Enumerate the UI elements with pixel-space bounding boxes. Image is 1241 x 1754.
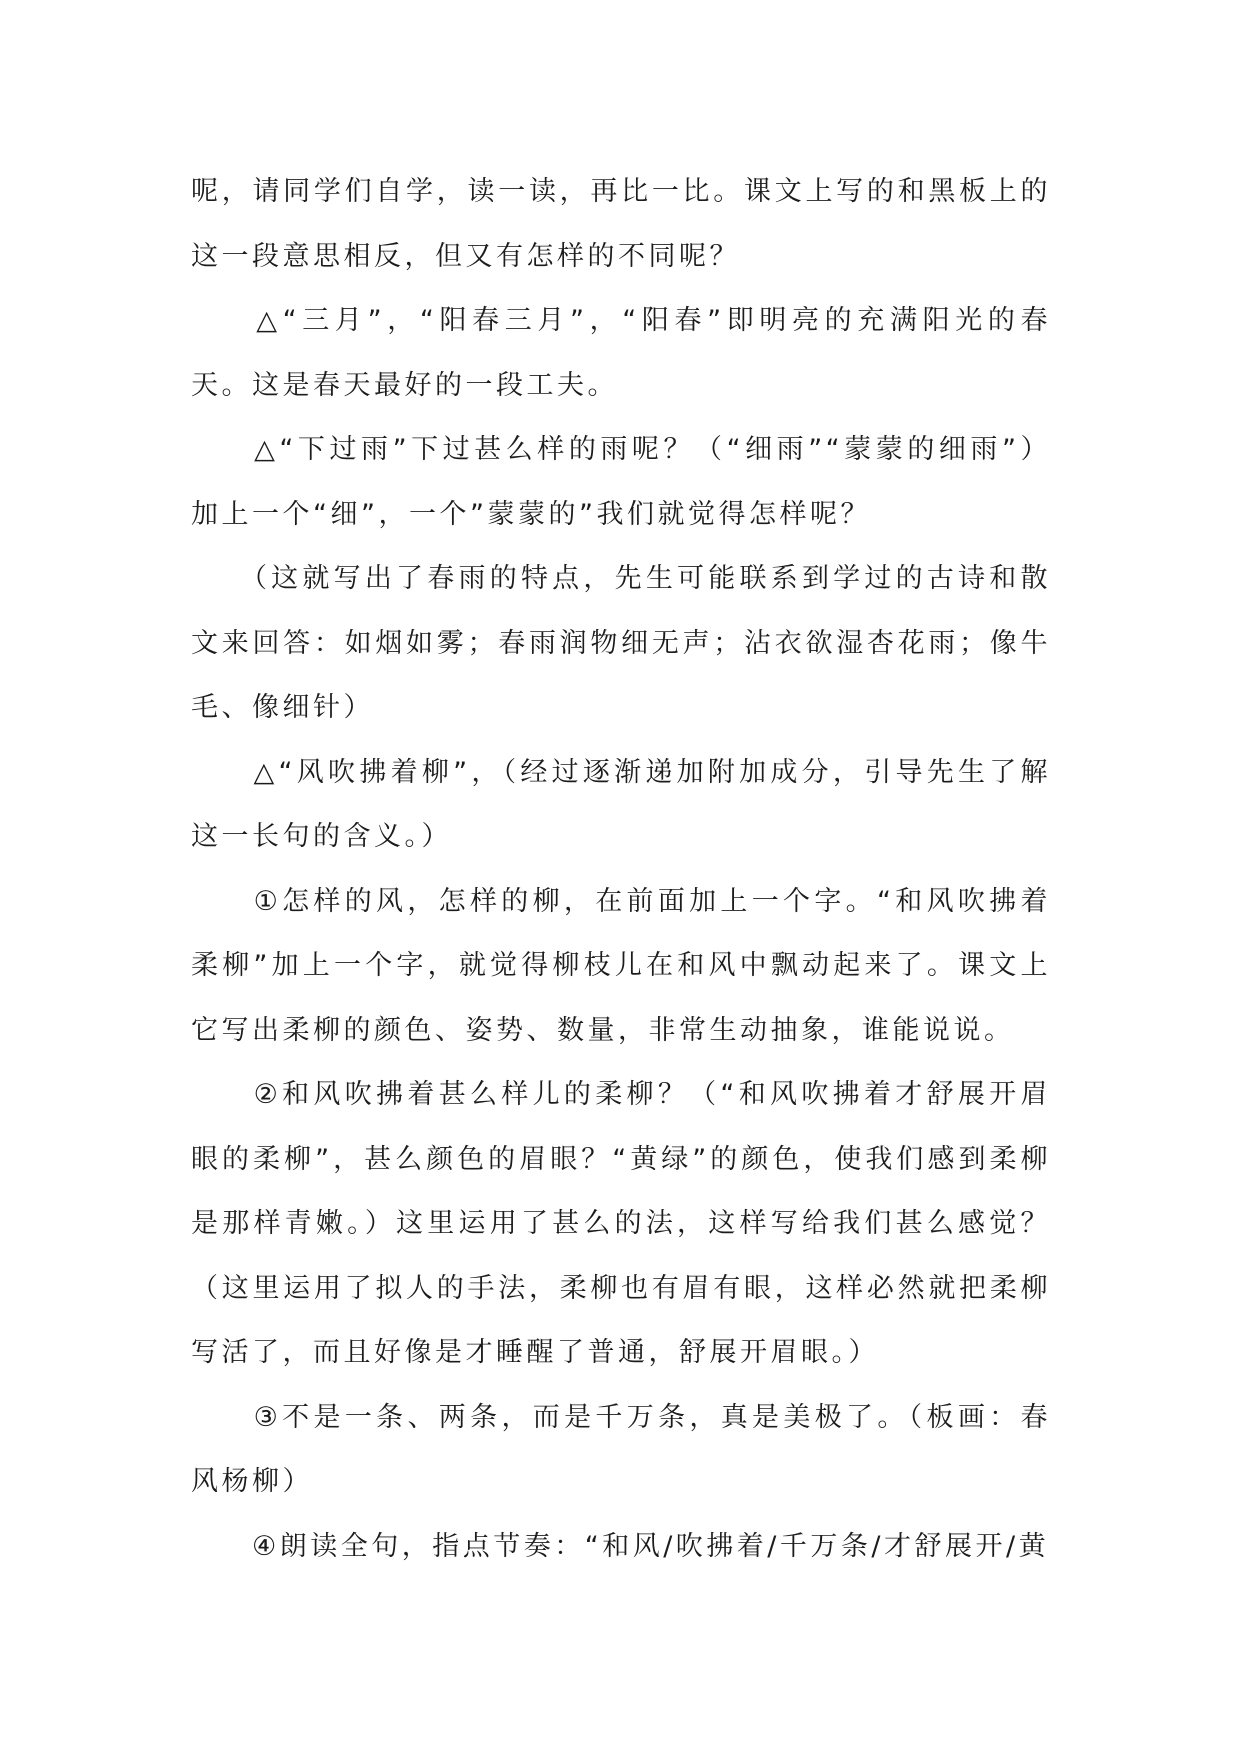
paragraph-3: △“下过雨”下过甚么样的雨呢？（“细雨”“蒙蒙的细雨”）加上一个“细”，一个”蒙蒙的”我们就觉得怎样呢？ (191, 434, 1051, 530)
paragraph-7: ②和风吹拂着甚么样儿的柔柳？（“和风吹拂着才舒展开眉眼的柔柳”，甚么颜色的眉眼？“黄绿”的颜色，使我们感到柔柳是那样青嫩。）这里运用了甚么的法，这样写给我们甚么感觉？（这里运用了拟人的手法，柔柳也有眉有眼，这样必然就把柔柳写活了，而且好像是才睡醒了普通，舒展开眉眼。） (191, 1079, 1051, 1368)
paragraph-6: ①怎样的风，怎样的柳，在前面加上一个字。“和风吹拂着柔柳”加上一个字，就觉得柳枝儿在和风中飘动起来了。课文上它写出柔柳的颜色、姿势、数量，非常生动抽象，谁能说说。 (191, 885, 1051, 1046)
paragraph-1: 呢，请同学们自学，读一读，再比一比。课文上写的和黑板上的这一段意思相反，但又有怎样的不同呢？ (191, 176, 1051, 272)
paragraph-5: △“风吹拂着柳”，（经过逐渐递加附加成分，引导先生了解这一长句的含义。） (191, 756, 1051, 852)
paragraph-8: ③不是一条、两条，而是千万条，真是美极了。（板画：春风杨柳） (191, 1401, 1051, 1497)
paragraph-9: ④朗读全句，指点节奏：“和风/吹拂着/千万条/才舒展开/黄 (191, 1530, 1050, 1562)
document-body (191, 160, 1051, 1579)
paragraph-2: △“三月”，“阳春三月”，“阳春”即明亮的充满阳光的春天。这是春天最好的一段工夫。 (191, 305, 1051, 401)
paragraph-4: （这就写出了春雨的特点，先生可能联系到学过的古诗和散文来回答：如烟如雾；春雨润物细无声；沾衣欲湿杏花雨；像牛毛、像细针） (191, 563, 1051, 723)
